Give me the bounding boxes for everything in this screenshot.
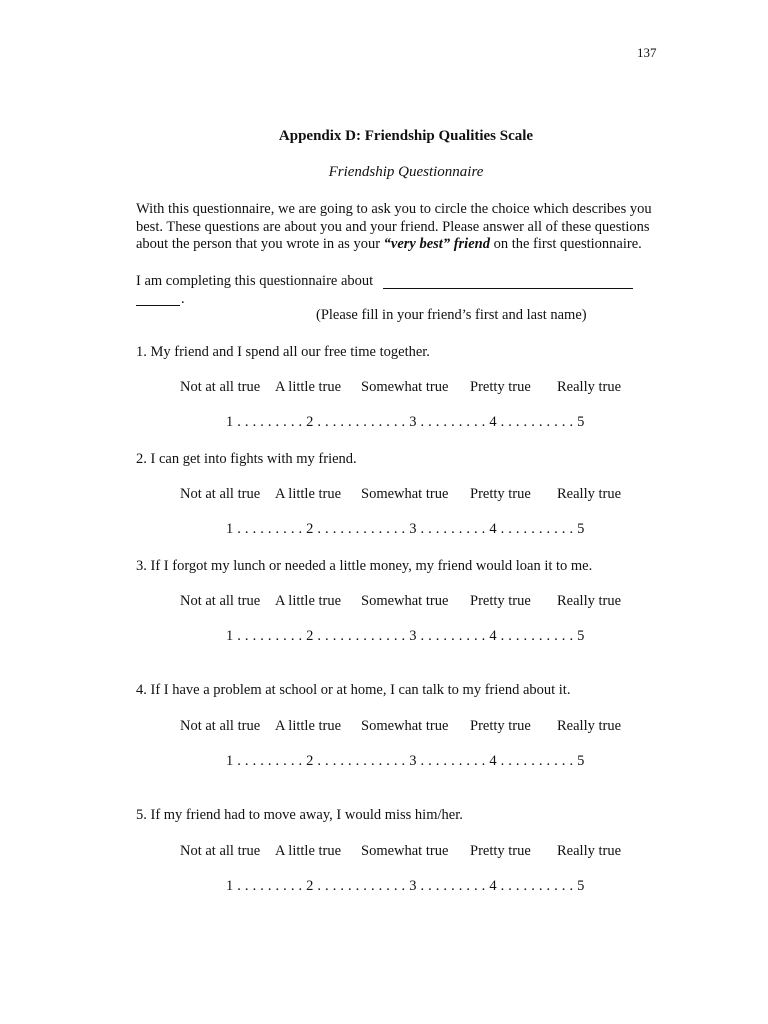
- fill-instruction: (Please fill in your friend’s first and last name): [316, 307, 587, 323]
- choice-really-true: Really true: [557, 718, 622, 734]
- page-number: 137: [637, 45, 657, 60]
- blank-period: .: [181, 291, 185, 307]
- choice-not-at-all-true: Not at all true: [180, 718, 261, 734]
- choice-not-at-all-true: Not at all true: [180, 379, 261, 395]
- choice-a-little-true: A little true: [275, 486, 342, 502]
- question-3: 3. If I forgot my lunch or needed a little money, my friend would loan it to me.: [136, 558, 593, 574]
- choice-really-true: Really true: [557, 379, 622, 395]
- page-title: Appendix D: Friendship Qualities Scale: [278, 128, 534, 144]
- rating-scale-1[interactable]: 1 . . . . . . . . . 2 . . . . . . . . . . . . 3 . . . . . . . . . 4 . . . . . . . . . . 5: [226, 414, 585, 430]
- choice-pretty-true: Pretty true: [470, 379, 531, 395]
- question-1: 1. My friend and I spend all our free time together.: [136, 344, 430, 360]
- friend-name-blank-continued[interactable]: [136, 305, 180, 306]
- choice-a-little-true: A little true: [275, 379, 342, 395]
- choice-pretty-true: Pretty true: [470, 593, 531, 609]
- question-5: 5. If my friend had to move away, I would miss him/her.: [136, 807, 463, 823]
- choice-somewhat-true: Somewhat true: [361, 486, 449, 502]
- choice-a-little-true: A little true: [275, 593, 342, 609]
- choice-not-at-all-true: Not at all true: [180, 843, 261, 859]
- choice-really-true: Really true: [557, 486, 622, 502]
- rating-scale-4[interactable]: 1 . . . . . . . . . 2 . . . . . . . . . . . . 3 . . . . . . . . . 4 . . . . . . . . . . 5: [226, 753, 585, 769]
- intro-paragraph: [136, 201, 676, 254]
- choice-somewhat-true: Somewhat true: [361, 718, 449, 734]
- choice-not-at-all-true: Not at all true: [180, 486, 261, 502]
- choice-really-true: Really true: [557, 593, 622, 609]
- friend-name-blank[interactable]: [383, 288, 633, 289]
- choice-somewhat-true: Somewhat true: [361, 379, 449, 395]
- intro-emphasis: “very best” friend: [383, 236, 490, 252]
- rating-scale-2[interactable]: 1 . . . . . . . . . 2 . . . . . . . . . . . . 3 . . . . . . . . . 4 . . . . . . . . . . 5: [226, 521, 585, 537]
- choice-somewhat-true: Somewhat true: [361, 843, 449, 859]
- intro-text-before: With this questionnaire, we are going to ask you to circle the choice which describes you best. These questions are about you and your friend. Please answer all of these questions about the person that you wrote in as your: [136, 201, 652, 252]
- choice-pretty-true: Pretty true: [470, 486, 531, 502]
- intro-text-after: on the first questionnaire.: [489, 236, 642, 252]
- question-2: 2. I can get into fights with my friend.: [136, 451, 357, 467]
- choice-a-little-true: A little true: [275, 718, 342, 734]
- choice-pretty-true: Pretty true: [470, 718, 531, 734]
- rating-scale-3[interactable]: 1 . . . . . . . . . 2 . . . . . . . . . . . . 3 . . . . . . . . . 4 . . . . . . . . . . 5: [226, 628, 585, 644]
- choice-somewhat-true: Somewhat true: [361, 593, 449, 609]
- question-4: 4. If I have a problem at school or at home, I can talk to my friend about it.: [136, 682, 571, 698]
- choice-not-at-all-true: Not at all true: [180, 593, 261, 609]
- rating-scale-5[interactable]: 1 . . . . . . . . . 2 . . . . . . . . . . . . 3 . . . . . . . . . 4 . . . . . . . . . . 5: [226, 878, 585, 894]
- choice-a-little-true: A little true: [275, 843, 342, 859]
- choice-really-true: Really true: [557, 843, 622, 859]
- completing-label: I am completing this questionnaire about: [136, 273, 374, 289]
- choice-pretty-true: Pretty true: [470, 843, 531, 859]
- page-subtitle: Friendship Questionnaire: [328, 164, 484, 180]
